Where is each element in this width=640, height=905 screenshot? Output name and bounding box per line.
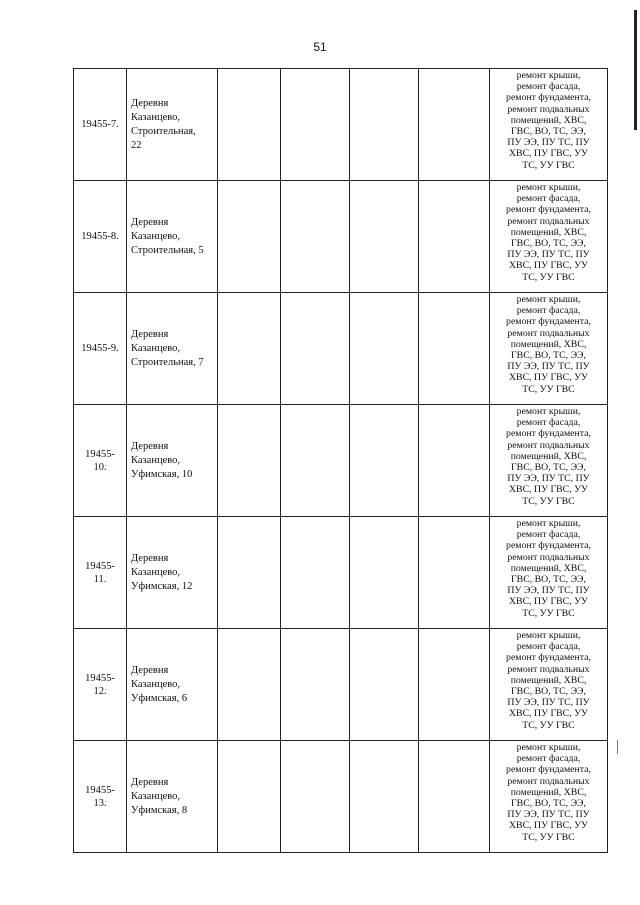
empty-cell [281,629,350,741]
empty-cell [419,69,490,181]
works-text: ремонт крыши, ремонт фасада, ремонт фундамента, ремонт подвальных помещений, ХВС, ГВС, ВО, ТС, ЭЭ, ПУ ЭЭ, ПУ ТС, ПУ ХВС, ПУ ГВС, УУ ТС, УУ ГВС [506,518,591,619]
row-number: 19455-8. [81,231,119,242]
table-row [74,517,608,629]
address-cell [127,629,218,741]
works-cell [490,405,608,517]
row-number: 19455-7. [81,119,119,130]
empty-cell [218,629,281,741]
works-table [73,68,608,853]
works-text: ремонт крыши, ремонт фасада, ремонт фундамента, ремонт подвальных помещений, ХВС, ГВС, ВО, ТС, ЭЭ, ПУ ЭЭ, ПУ ТС, ПУ ХВС, ПУ ГВС, УУ ТС, УУ ГВС [506,630,591,731]
address-text: Деревня Казанцево, Уфимская, 6 [131,664,188,704]
empty-cell [350,69,419,181]
address-cell [127,181,218,293]
address-text: Деревня Казанцево, Уфимская, 10 [131,440,193,480]
works-cell [490,181,608,293]
empty-cell [350,629,419,741]
empty-cell [218,293,281,405]
address-cell [127,293,218,405]
empty-cell [350,181,419,293]
table-row [74,69,608,181]
works-cell [490,517,608,629]
empty-cell [350,293,419,405]
address-text: Деревня Казанцево, Уфимская, 8 [131,776,188,816]
table-row [74,181,608,293]
empty-cell [419,293,490,405]
works-cell [490,741,608,853]
empty-cell [350,405,419,517]
address-cell [127,517,218,629]
works-text: ремонт крыши, ремонт фасада, ремонт фундамента, ремонт подвальных помещений, ХВС, ГВС, ВО, ТС, ЭЭ, ПУ ЭЭ, ПУ ТС, ПУ ХВС, ПУ ГВС, УУ ТС, УУ ГВС [506,742,591,843]
empty-cell [281,405,350,517]
works-text: ремонт крыши, ремонт фасада, ремонт фундамента, ремонт подвальных помещений, ХВС, ГВС, ВО, ТС, ЭЭ, ПУ ЭЭ, ПУ ТС, ПУ ХВС, ПУ ГВС, УУ ТС, УУ ГВС [506,70,591,171]
row-number-cell [74,69,127,181]
works-cell [490,629,608,741]
empty-cell [218,181,281,293]
works-text: ремонт крыши, ремонт фасада, ремонт фундамента, ремонт подвальных помещений, ХВС, ГВС, ВО, ТС, ЭЭ, ПУ ЭЭ, ПУ ТС, ПУ ХВС, ПУ ГВС, УУ ТС, УУ ГВС [506,182,591,283]
empty-cell [281,181,350,293]
address-cell [127,405,218,517]
empty-cell [419,405,490,517]
address-text: Деревня Казанцево, Строительная, 7 [131,328,204,368]
row-number: 19455- 13. [85,784,115,809]
row-number-cell [74,629,127,741]
works-cell [490,293,608,405]
empty-cell [218,69,281,181]
empty-cell [218,741,281,853]
row-number: 19455-9. [81,343,119,354]
empty-cell [419,629,490,741]
empty-cell [281,741,350,853]
row-number-cell [74,293,127,405]
row-number-cell [74,517,127,629]
works-text: ремонт крыши, ремонт фасада, ремонт фундамента, ремонт подвальных помещений, ХВС, ГВС, ВО, ТС, ЭЭ, ПУ ЭЭ, ПУ ТС, ПУ ХВС, ПУ ГВС, УУ ТС, УУ ГВС [506,294,591,395]
row-number: 19455- 10. [85,448,115,473]
row-number-cell [74,181,127,293]
address-text: Деревня Казанцево, Строительная, 5 [131,216,204,256]
address-text: Деревня Казанцево, Строительная, 22 [131,97,196,151]
address-text: Деревня Казанцево, Уфимская, 12 [131,552,193,592]
empty-cell [281,293,350,405]
empty-cell [281,69,350,181]
row-number-cell [74,741,127,853]
row-number: 19455- 12. [85,672,115,697]
page-number: 51 [313,40,327,54]
empty-cell [218,517,281,629]
scan-edge-mark [617,740,618,754]
scan-edge-line [634,10,637,130]
table-row [74,629,608,741]
works-cell [490,69,608,181]
row-number-cell [74,405,127,517]
works-text: ремонт крыши, ремонт фасада, ремонт фундамента, ремонт подвальных помещений, ХВС, ГВС, ВО, ТС, ЭЭ, ПУ ЭЭ, ПУ ТС, ПУ ХВС, ПУ ГВС, УУ ТС, УУ ГВС [506,406,591,507]
empty-cell [419,741,490,853]
empty-cell [419,181,490,293]
row-number: 19455- 11. [85,560,115,585]
empty-cell [350,517,419,629]
empty-cell [218,405,281,517]
empty-cell [281,517,350,629]
address-cell [127,741,218,853]
empty-cell [350,741,419,853]
table-row [74,293,608,405]
table-row [74,405,608,517]
empty-cell [419,517,490,629]
table-row [74,741,608,853]
address-cell [127,69,218,181]
